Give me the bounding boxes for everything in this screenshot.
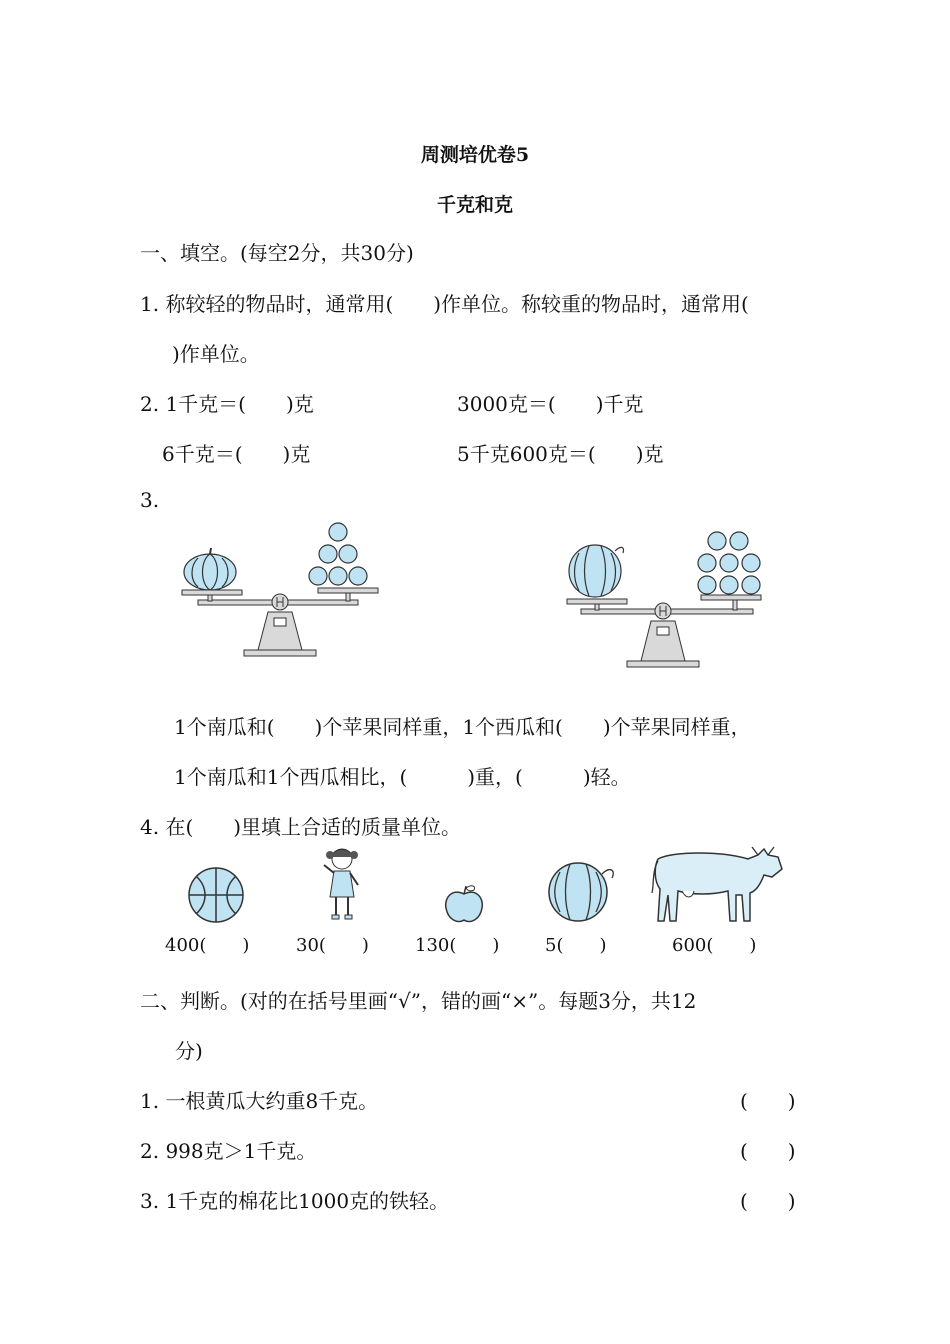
- q4-prompt: 4. 在( )里填上合适的质量单位。: [140, 815, 462, 839]
- q4-label-basketball: 400( ): [165, 935, 250, 956]
- q4-label-apple: 130( ): [415, 935, 500, 956]
- q2-item-4: 5千克600克＝( )克: [457, 442, 664, 466]
- q3-label: 3.: [140, 488, 160, 512]
- section-2-heading-line-1: 二、判断。(对的在括号里画“√”，错的画“×”。每题3分，共12: [140, 989, 697, 1013]
- q1-line-2: )作单位。: [172, 342, 260, 366]
- judge-item-2: 2. 998克＞1千克。: [140, 1139, 317, 1163]
- scale-watermelon-apples: [565, 525, 795, 685]
- answer-paren[interactable]: ( ): [556, 935, 607, 956]
- q1-line-1: 1. 称较轻的物品时，通常用( )作单位。称较重的物品时，通常用(: [140, 292, 749, 316]
- girl-icon: [318, 845, 368, 925]
- watermelon-icon: [548, 858, 618, 924]
- answer-paren[interactable]: ( ): [449, 935, 500, 956]
- q4-label-girl: 30( ): [296, 935, 369, 956]
- q2-item-3: 6千克＝( )克: [162, 442, 311, 466]
- section-2-heading-line-2: 分): [175, 1039, 203, 1063]
- page-subtitle: 千克和克: [436, 194, 513, 216]
- basketball-icon: [186, 865, 246, 925]
- apple-stack: [698, 532, 760, 594]
- judge-item-1: 1. 一根黄瓜大约重8千克。: [140, 1089, 379, 1113]
- answer-paren[interactable]: ( ): [318, 935, 369, 956]
- answer-paren[interactable]: ( ): [706, 935, 757, 956]
- q3-line-2: 1个南瓜和1个西瓜相比，( )重，( )轻。: [174, 765, 631, 789]
- judge-paren-2[interactable]: ( ): [740, 1139, 796, 1163]
- page-title: 周测培优卷5: [420, 144, 530, 166]
- apple-stack: [309, 523, 367, 585]
- answer-paren[interactable]: ( ): [199, 935, 250, 956]
- section-1-heading: 一、填空。(每空2分，共30分): [140, 241, 414, 265]
- q2-item-2: 3000克＝( )千克: [457, 392, 644, 416]
- watermelon-icon: [569, 545, 624, 597]
- q4-label-cow: 600( ): [672, 935, 757, 956]
- judge-item-3: 3. 1千克的棉花比1000克的铁轻。: [140, 1189, 450, 1213]
- cow-icon: [652, 845, 787, 925]
- pumpkin-icon: [184, 548, 236, 590]
- judge-paren-3[interactable]: ( ): [740, 1189, 796, 1213]
- q2-item-1: 2. 1千克＝( )克: [140, 392, 314, 416]
- q4-label-watermelon: 5( ): [545, 935, 607, 956]
- q3-line-1: 1个南瓜和( )个苹果同样重，1个西瓜和( )个苹果同样重，: [174, 715, 751, 739]
- judge-paren-1[interactable]: ( ): [740, 1089, 796, 1113]
- apple-icon: [442, 882, 486, 926]
- scale-pumpkin-apples: [178, 520, 398, 670]
